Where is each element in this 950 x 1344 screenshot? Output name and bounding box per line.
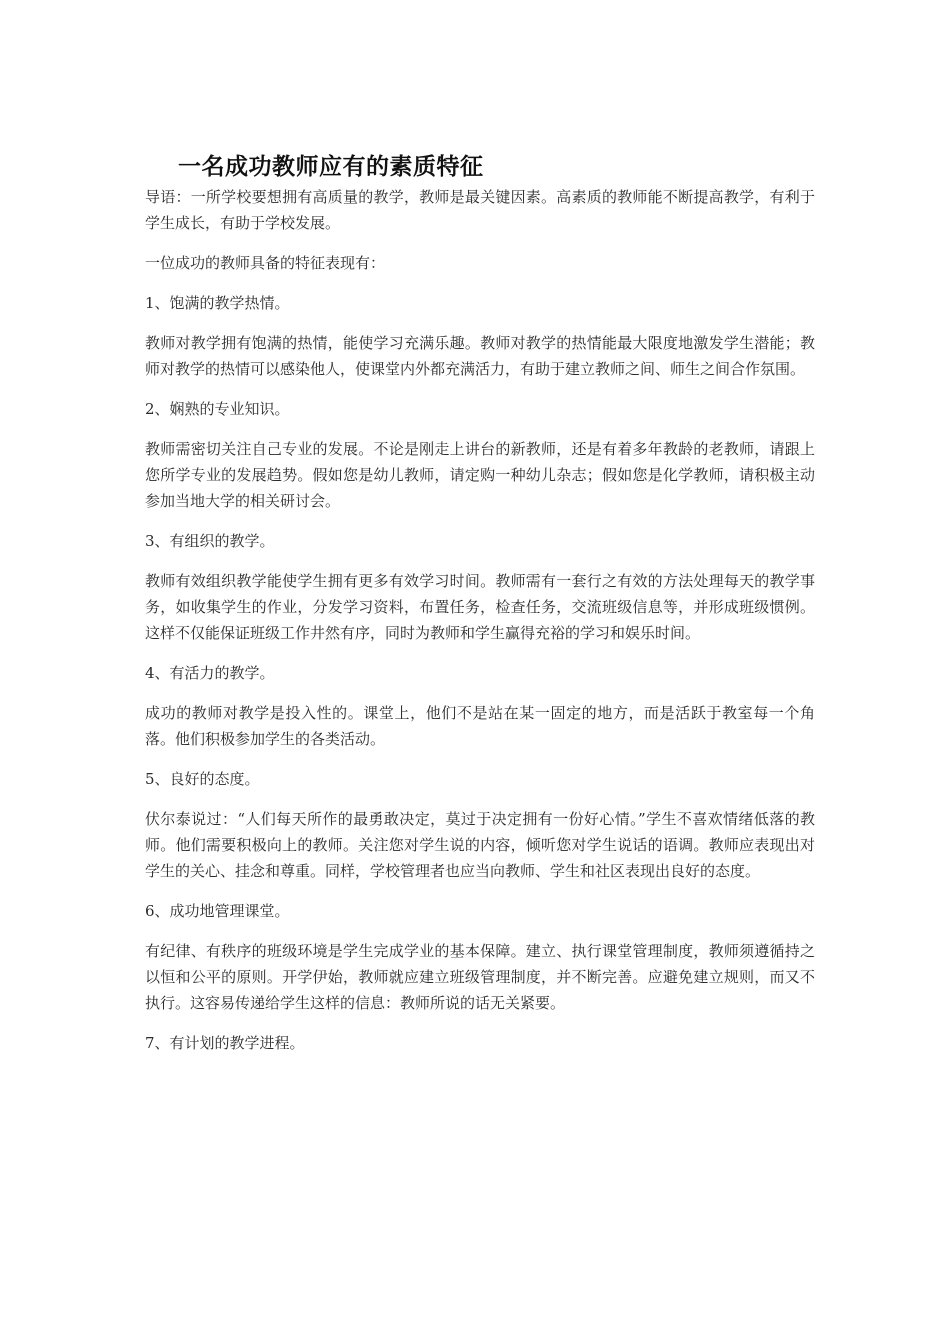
lead-paragraph: 一位成功的教师具备的特征表现有： bbox=[145, 254, 386, 272]
document-content bbox=[145, 150, 815, 1056]
section-body-3: 教师有效组织教学能使学生拥有更多有效学习时间。教师需有一套行之有效的方法处理每天的教学事务，如收集学生的作业，分发学习资料，布置任务，检查任务，交流班级信息等，并形成班级惯例。这样不仅能保证班级工作井然有序，同时为教师和学生赢得充裕的学习和娱乐时间。 bbox=[145, 572, 815, 642]
section-body-4: 成功的教师对教学是投入性的。课堂上，他们不是站在某一固定的地方，而是活跃于教室每一个角落。他们积极参加学生的各类活动。 bbox=[145, 704, 815, 748]
section-body-2: 教师需密切关注自己专业的发展。不论是刚走上讲台的新教师，还是有着多年教龄的老教师，请跟上您所学专业的发展趋势。假如您是幼儿教师，请定购一种幼儿杂志；假如您是化学教师，请积极主动参加当地大学的相关研讨会。 bbox=[145, 440, 815, 510]
page-title: 一名成功教师应有的素质特征 bbox=[178, 153, 484, 180]
section-body-6: 有纪律、有秩序的班级环境是学生完成学业的基本保障。建立、执行课堂管理制度，教师须遵循持之以恒和公平的原则。开学伊始，教师就应建立班级管理制度，并不断完善。应避免建立规则，而又不执行。这容易传递给学生这样的信息：教师所说的话无关紧要。 bbox=[145, 942, 815, 1012]
section-heading-1: 1、饱满的教学热情。 bbox=[145, 294, 290, 312]
section-heading-3: 3、有组织的教学。 bbox=[145, 532, 275, 550]
section-heading-2: 2、娴熟的专业知识。 bbox=[145, 400, 290, 418]
section-body-1: 教师对教学拥有饱满的热情，能使学习充满乐趣。教师对教学的热情能最大限度地激发学生潜能；教师对教学的热情可以感染他人，使课堂内外都充满活力，有助于建立教师之间、师生之间合作氛围。 bbox=[145, 334, 815, 378]
section-heading-5: 5、良好的态度。 bbox=[145, 770, 260, 788]
section-heading-6: 6、成功地管理课堂。 bbox=[145, 902, 290, 920]
section-heading-4: 4、有活力的教学。 bbox=[145, 664, 275, 682]
section-heading-7: 7、有计划的教学进程。 bbox=[145, 1034, 305, 1052]
section-body-5: 伏尔泰说过：“人们每天所作的最勇敢决定，莫过于决定拥有一份好心情。”学生不喜欢情绪低落的教师。他们需要积极向上的教师。关注您对学生说的内容，倾听您对学生说话的语调。教师应表现出对学生的关心、挂念和尊重。同样，学校管理者也应当向教师、学生和社区表现出良好的态度。 bbox=[145, 810, 815, 880]
intro-paragraph: 导语：一所学校要想拥有高质量的教学，教师是最关键因素。高素质的教师能不断提高教学，有利于学生成长，有助于学校发展。 bbox=[145, 188, 815, 232]
